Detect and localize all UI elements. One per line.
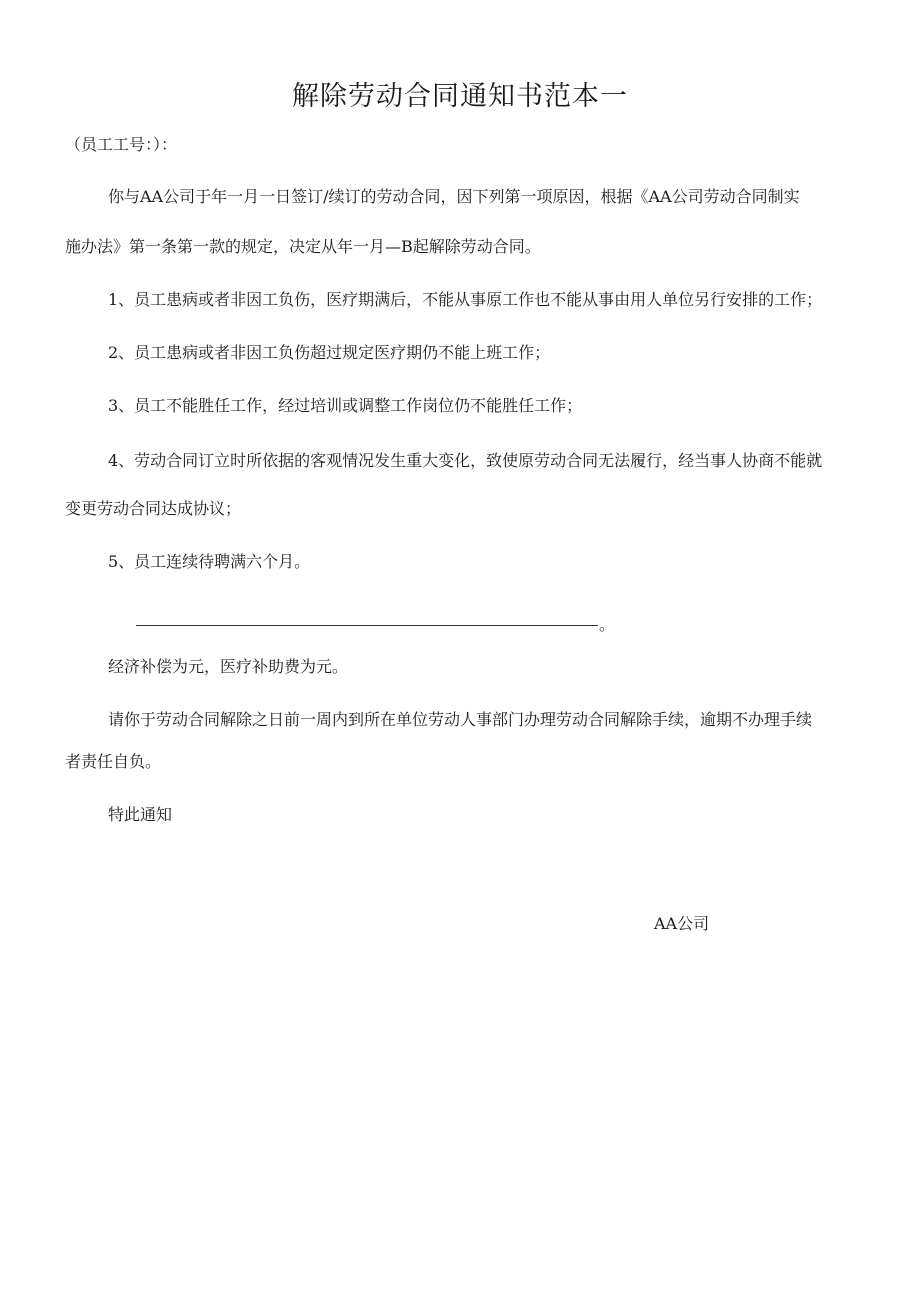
intro-paragraph-line-1: 你与AA公司于年一月一日签订/续订的劳动合同，因下列第一项原因，根据《AA公司劳动合同制实 xyxy=(108,187,800,206)
reason-2: 2、员工患病或者非因工负伤超过规定医疗期仍不能上班工作； xyxy=(108,343,551,362)
company-signature: AA公司 xyxy=(654,914,710,933)
blank-line-period: 。 xyxy=(599,615,616,634)
document-title: 解除劳动合同通知书范本一 xyxy=(292,81,628,112)
reason-1: 1、员工患病或者非因工负伤，医疗期满后，不能从事原工作也不能从事由用人单位另行安排的工作； xyxy=(108,290,823,309)
procedure-paragraph-line-2: 者责任自负。 xyxy=(65,752,162,771)
procedure-paragraph-line-1: 请你于劳动合同解除之日前一周内到所在单位劳动人事部门办理劳动合同解除手续，逾期不办理手续 xyxy=(108,710,813,729)
compensation-line: 经济补偿为元，医疗补助费为元。 xyxy=(108,657,349,676)
reason-4-line-2: 变更劳动合同达成协议； xyxy=(65,499,242,518)
reason-3: 3、员工不能胜任工作，经过培训或调整工作岗位仍不能胜任工作； xyxy=(108,396,583,415)
blank-fill-line xyxy=(136,614,615,636)
reason-5: 5、员工连续待聘满六个月。 xyxy=(108,552,311,571)
intro-paragraph-line-2: 施办法》第一条第一款的规定，决定从年一月—B起解除劳动合同。 xyxy=(65,237,541,256)
closing-notice: 特此通知 xyxy=(108,805,173,824)
blank-underline xyxy=(136,625,598,626)
reason-4-line-1: 4、劳动合同订立时所依据的客观情况发生重大变化，致使原劳动合同无法履行，经当事人协商不能就 xyxy=(108,451,823,470)
employee-id-line: （员工工号：）： xyxy=(65,135,178,154)
